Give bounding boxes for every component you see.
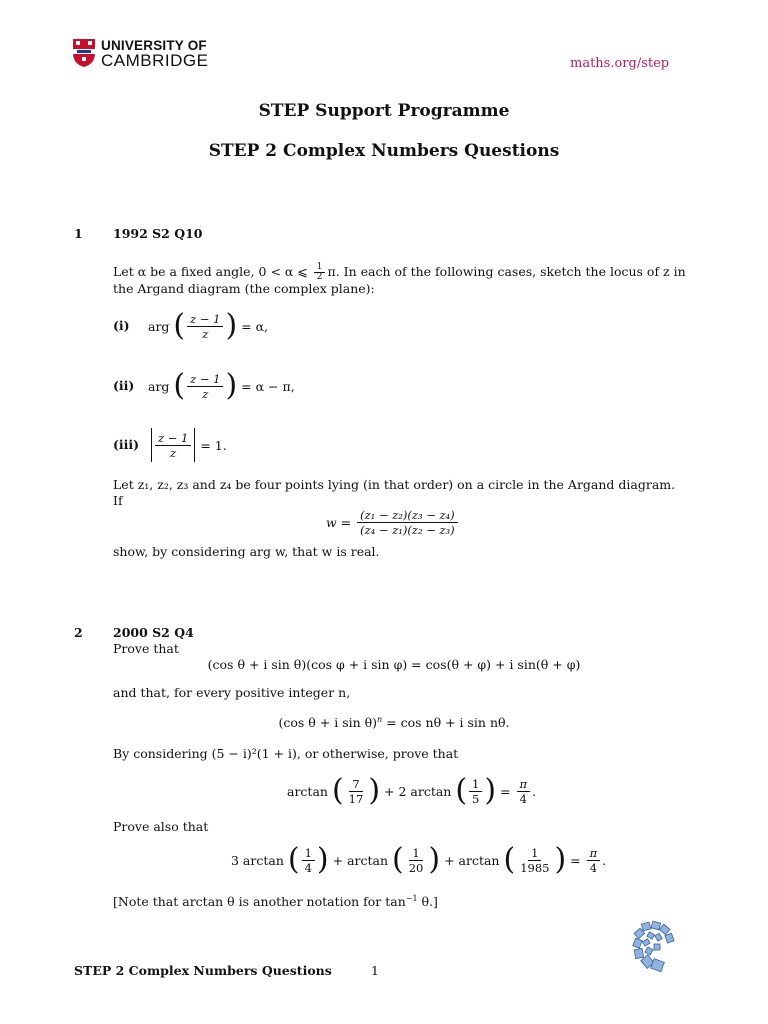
- page-number: 1: [371, 963, 379, 978]
- q2-equation-2: (cos θ + i sin θ)$^n$ = cos nθ + i sin nθ.: [278, 715, 510, 731]
- page-title: STEP Support Programme: [258, 101, 510, 121]
- crest-icon: [72, 38, 96, 68]
- q2-number: 2: [74, 625, 83, 640]
- q2-note: [Note that arctan θ is another notation for $\tan^{-1} \theta$.]: [113, 894, 438, 910]
- q1-number: 1: [74, 226, 83, 241]
- step-spiral-logo: [630, 918, 678, 978]
- page-subtitle: STEP 2 Complex Numbers Questions: [208, 141, 560, 161]
- q2-equation-1: (cos θ + i sin θ)(cos φ + i sin φ) = cos(θ + φ) + i sin(θ + φ): [207, 657, 581, 672]
- q1-part-ii-equation: arg ( $\frac{z - 1}{z}$ ) = α − π,: [148, 368, 295, 403]
- q1-intro-line2: the Argand diagram (the complex plane):: [113, 281, 375, 296]
- q2-prove-that: Prove that: [113, 641, 179, 656]
- university-name-line1: UNIVERSITY OF: [101, 38, 207, 53]
- q1-source: 1992 S2 Q10: [113, 226, 203, 241]
- q2-equation-3: arctan ( $\frac{7}{17}$ ) + 2 arctan ( $\frac{1}{5}$ ) = $\frac{\pi}{4}$ .: [287, 773, 537, 808]
- q1-conclusion: show, by considering arg w, that w is real.: [113, 544, 380, 559]
- q1-points-line2: If: [113, 493, 123, 508]
- q1-part-i-label: (i): [113, 318, 130, 333]
- q1-part-i-equation: arg ( $\frac{z - 1}{z}$ ) = α,: [148, 308, 269, 343]
- q2-considering: By considering (5 − i)²(1 + i), or otherwise, prove that: [113, 746, 459, 761]
- q1-intro: Let α be a fixed angle, 0 < α ⩽ $\frac{1}{2}$ π. In each of the following cases, sketch the locus of z in: [113, 262, 686, 282]
- spiral-icon: [630, 918, 678, 974]
- university-logo: [72, 38, 96, 72]
- q1-part-iii-equation: $\frac{z - 1}{z}$ = 1.: [150, 427, 227, 463]
- university-name-line2: CAMBRIDGE: [101, 51, 209, 70]
- q2-and-that: and that, for every positive integer n,: [113, 685, 351, 700]
- footer-title: STEP 2 Complex Numbers Questions: [74, 963, 332, 978]
- q1-part-iii-label: (iii): [113, 437, 140, 452]
- q2-source: 2000 S2 Q4: [113, 625, 194, 640]
- q2-prove-also: Prove also that: [113, 819, 209, 834]
- q1-points-line1: Let z₁, z₂, z₃ and z₄ be four points lying (in that order) on a circle in the Argand diagram.: [113, 477, 676, 492]
- step-link[interactable]: maths.org/step: [570, 56, 670, 71]
- q2-equation-4: 3 arctan ( $\frac{1}{4}$ ) + arctan ( $\frac{1}{20}$ ) + arctan ( $\frac{1}{1985}$ ) = $\frac{\pi}{4}$ .: [231, 842, 607, 877]
- q1-part-ii-label: (ii): [113, 378, 135, 393]
- q1-w-equation: w = $\frac{\text{(z₁ − z₂)(z₃ − z₄)}}{\text{(z₄ − z₁)(z₂ − z₃)}}$: [326, 504, 460, 540]
